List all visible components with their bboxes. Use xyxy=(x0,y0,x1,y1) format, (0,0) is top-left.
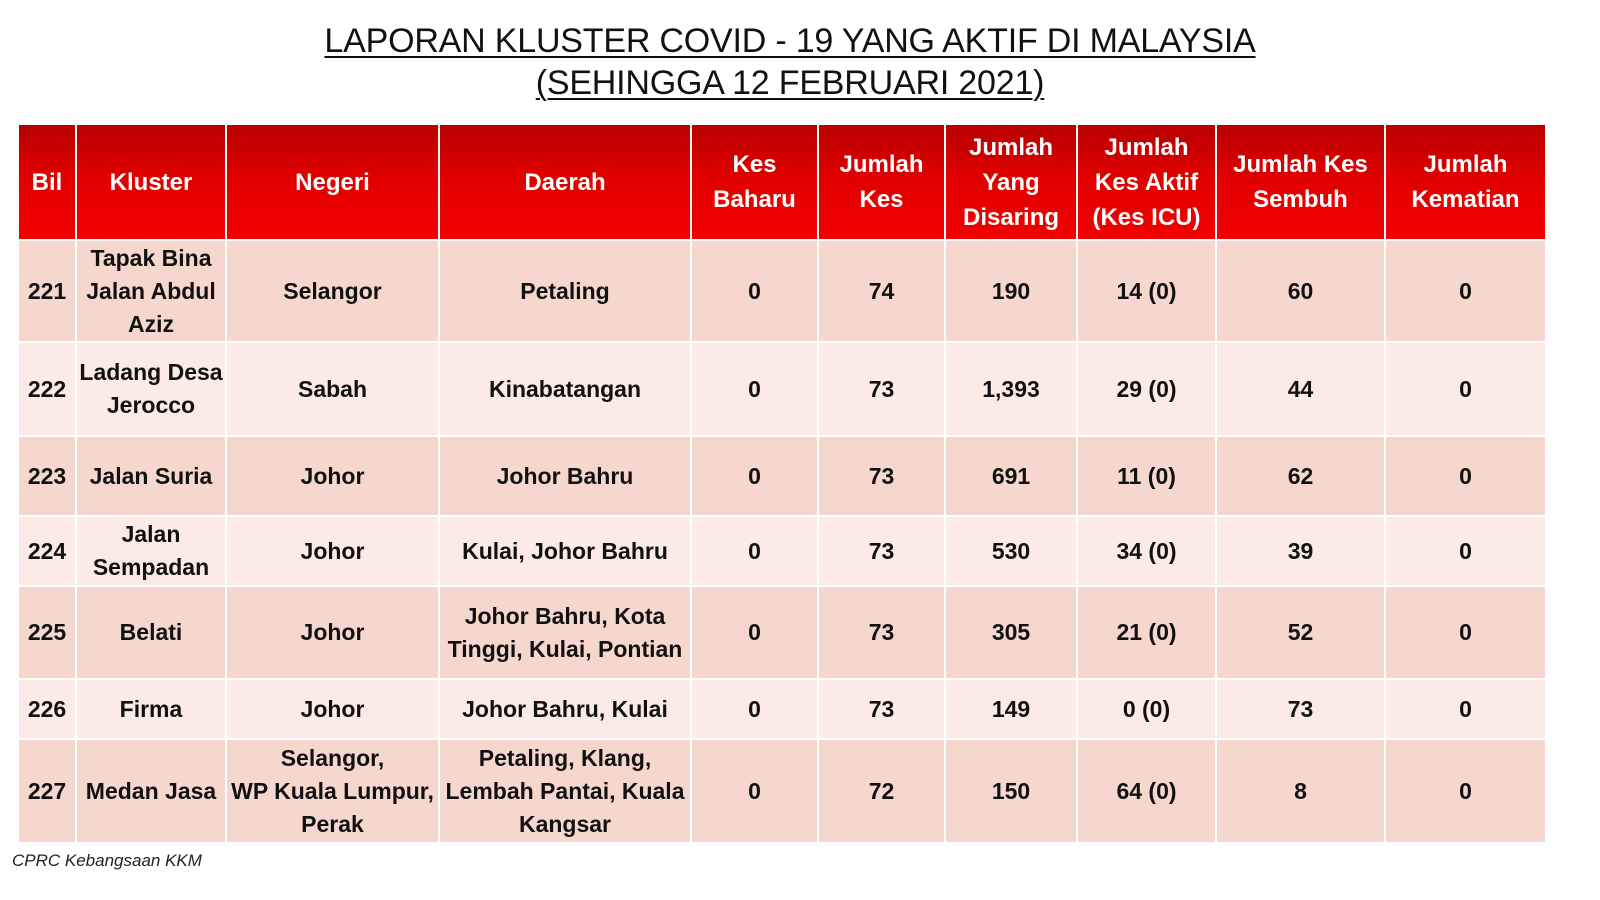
cell-negeri: Johor xyxy=(227,437,438,515)
cell-negeri: Selangor xyxy=(227,241,438,341)
cell-sembuh: 8 xyxy=(1217,740,1384,842)
table-row xyxy=(19,437,1545,515)
cluster-table xyxy=(17,123,1547,844)
cell-kes-aktif: 21 (0) xyxy=(1078,587,1215,678)
cell-sembuh: 62 xyxy=(1217,437,1384,515)
cell-sembuh: 52 xyxy=(1217,587,1384,678)
cell-kematian: 0 xyxy=(1386,241,1545,341)
cell-jumlah-kes: 72 xyxy=(819,740,944,842)
source-footer: CPRC Kebangsaan KKM xyxy=(12,851,202,870)
cell-sembuh: 39 xyxy=(1217,517,1384,585)
title-line-2: (SEHINGGA 12 FEBRUARI 2021) xyxy=(535,64,1045,102)
cell-kes-aktif: 29 (0) xyxy=(1078,343,1215,435)
cell-bil: 225 xyxy=(19,587,75,678)
cell-daerah: Johor Bahru, Kota Tinggi, Kulai, Pontian xyxy=(440,587,690,678)
report-title xyxy=(0,20,1580,104)
cell-disaring: 150 xyxy=(946,740,1076,842)
cell-kematian: 0 xyxy=(1386,740,1545,842)
cell-disaring: 305 xyxy=(946,587,1076,678)
cell-kes-baharu: 0 xyxy=(692,241,817,341)
cell-sembuh: 44 xyxy=(1217,343,1384,435)
table-row xyxy=(19,517,1545,585)
cell-jumlah-kes: 73 xyxy=(819,437,944,515)
cell-bil: 223 xyxy=(19,437,75,515)
cell-kluster: Tapak Bina Jalan Abdul Aziz xyxy=(77,241,225,341)
cell-bil: 227 xyxy=(19,740,75,842)
cell-disaring: 691 xyxy=(946,437,1076,515)
header-negeri: Negeri xyxy=(227,125,438,239)
header-jumlah-kes: Jumlah Kes xyxy=(819,125,944,239)
cell-bil: 222 xyxy=(19,343,75,435)
cell-kluster: Medan Jasa xyxy=(77,740,225,842)
cell-daerah: Petaling xyxy=(440,241,690,341)
cell-kematian: 0 xyxy=(1386,437,1545,515)
cell-negeri: Johor xyxy=(227,680,438,738)
cell-kematian: 0 xyxy=(1386,517,1545,585)
cell-kes-baharu: 0 xyxy=(692,343,817,435)
cell-jumlah-kes: 73 xyxy=(819,343,944,435)
cell-kes-aktif: 0 (0) xyxy=(1078,680,1215,738)
cell-kematian: 0 xyxy=(1386,680,1545,738)
cell-kes-aktif: 34 (0) xyxy=(1078,517,1215,585)
cell-daerah: Kinabatangan xyxy=(440,343,690,435)
cell-daerah: Petaling, Klang, Lembah Pantai, Kuala Kangsar xyxy=(440,740,690,842)
cell-kluster: Jalan Sempadan xyxy=(77,517,225,585)
cell-daerah: Kulai, Johor Bahru xyxy=(440,517,690,585)
cell-bil: 224 xyxy=(19,517,75,585)
title-line-1: LAPORAN KLUSTER COVID - 19 YANG AKTIF DI MALAYSIA xyxy=(324,22,1256,60)
table-row xyxy=(19,343,1545,435)
table-row xyxy=(19,241,1545,341)
header-bil: Bil xyxy=(19,125,75,239)
cell-negeri: Sabah xyxy=(227,343,438,435)
cell-kes-baharu: 0 xyxy=(692,437,817,515)
cell-kluster: Jalan Suria xyxy=(77,437,225,515)
header-jumlah-disaring: Jumlah Yang Disaring xyxy=(946,125,1076,239)
header-kes-sembuh: Jumlah Kes Sembuh xyxy=(1217,125,1384,239)
table-row xyxy=(19,587,1545,678)
cell-sembuh: 60 xyxy=(1217,241,1384,341)
cell-bil: 226 xyxy=(19,680,75,738)
cell-kluster: Ladang Desa Jerocco xyxy=(77,343,225,435)
cell-daerah: Johor Bahru, Kulai xyxy=(440,680,690,738)
cell-jumlah-kes: 73 xyxy=(819,587,944,678)
header-kes-baharu: Kes Baharu xyxy=(692,125,817,239)
header-kes-aktif: Jumlah Kes Aktif (Kes ICU) xyxy=(1078,125,1215,239)
table-row xyxy=(19,740,1545,842)
cell-kes-baharu: 0 xyxy=(692,680,817,738)
cell-kematian: 0 xyxy=(1386,343,1545,435)
cell-kes-baharu: 0 xyxy=(692,740,817,842)
cell-disaring: 190 xyxy=(946,241,1076,341)
table-header-row xyxy=(19,125,1545,239)
cell-negeri: Johor xyxy=(227,517,438,585)
cell-negeri: Johor xyxy=(227,587,438,678)
cell-disaring: 1,393 xyxy=(946,343,1076,435)
cell-kes-aktif: 14 (0) xyxy=(1078,241,1215,341)
header-kluster: Kluster xyxy=(77,125,225,239)
table-row xyxy=(19,680,1545,738)
cell-kes-baharu: 0 xyxy=(692,587,817,678)
cell-daerah: Johor Bahru xyxy=(440,437,690,515)
cell-bil: 221 xyxy=(19,241,75,341)
cell-kes-aktif: 64 (0) xyxy=(1078,740,1215,842)
cell-disaring: 530 xyxy=(946,517,1076,585)
cell-jumlah-kes: 73 xyxy=(819,680,944,738)
cell-jumlah-kes: 74 xyxy=(819,241,944,341)
cell-kes-baharu: 0 xyxy=(692,517,817,585)
header-daerah: Daerah xyxy=(440,125,690,239)
cell-kluster: Firma xyxy=(77,680,225,738)
cell-kluster: Belati xyxy=(77,587,225,678)
cell-kematian: 0 xyxy=(1386,587,1545,678)
cell-kes-aktif: 11 (0) xyxy=(1078,437,1215,515)
cell-negeri: Selangor, WP Kuala Lumpur, Perak xyxy=(227,740,438,842)
header-kematian: Jumlah Kematian xyxy=(1386,125,1545,239)
cell-sembuh: 73 xyxy=(1217,680,1384,738)
cell-disaring: 149 xyxy=(946,680,1076,738)
cell-jumlah-kes: 73 xyxy=(819,517,944,585)
